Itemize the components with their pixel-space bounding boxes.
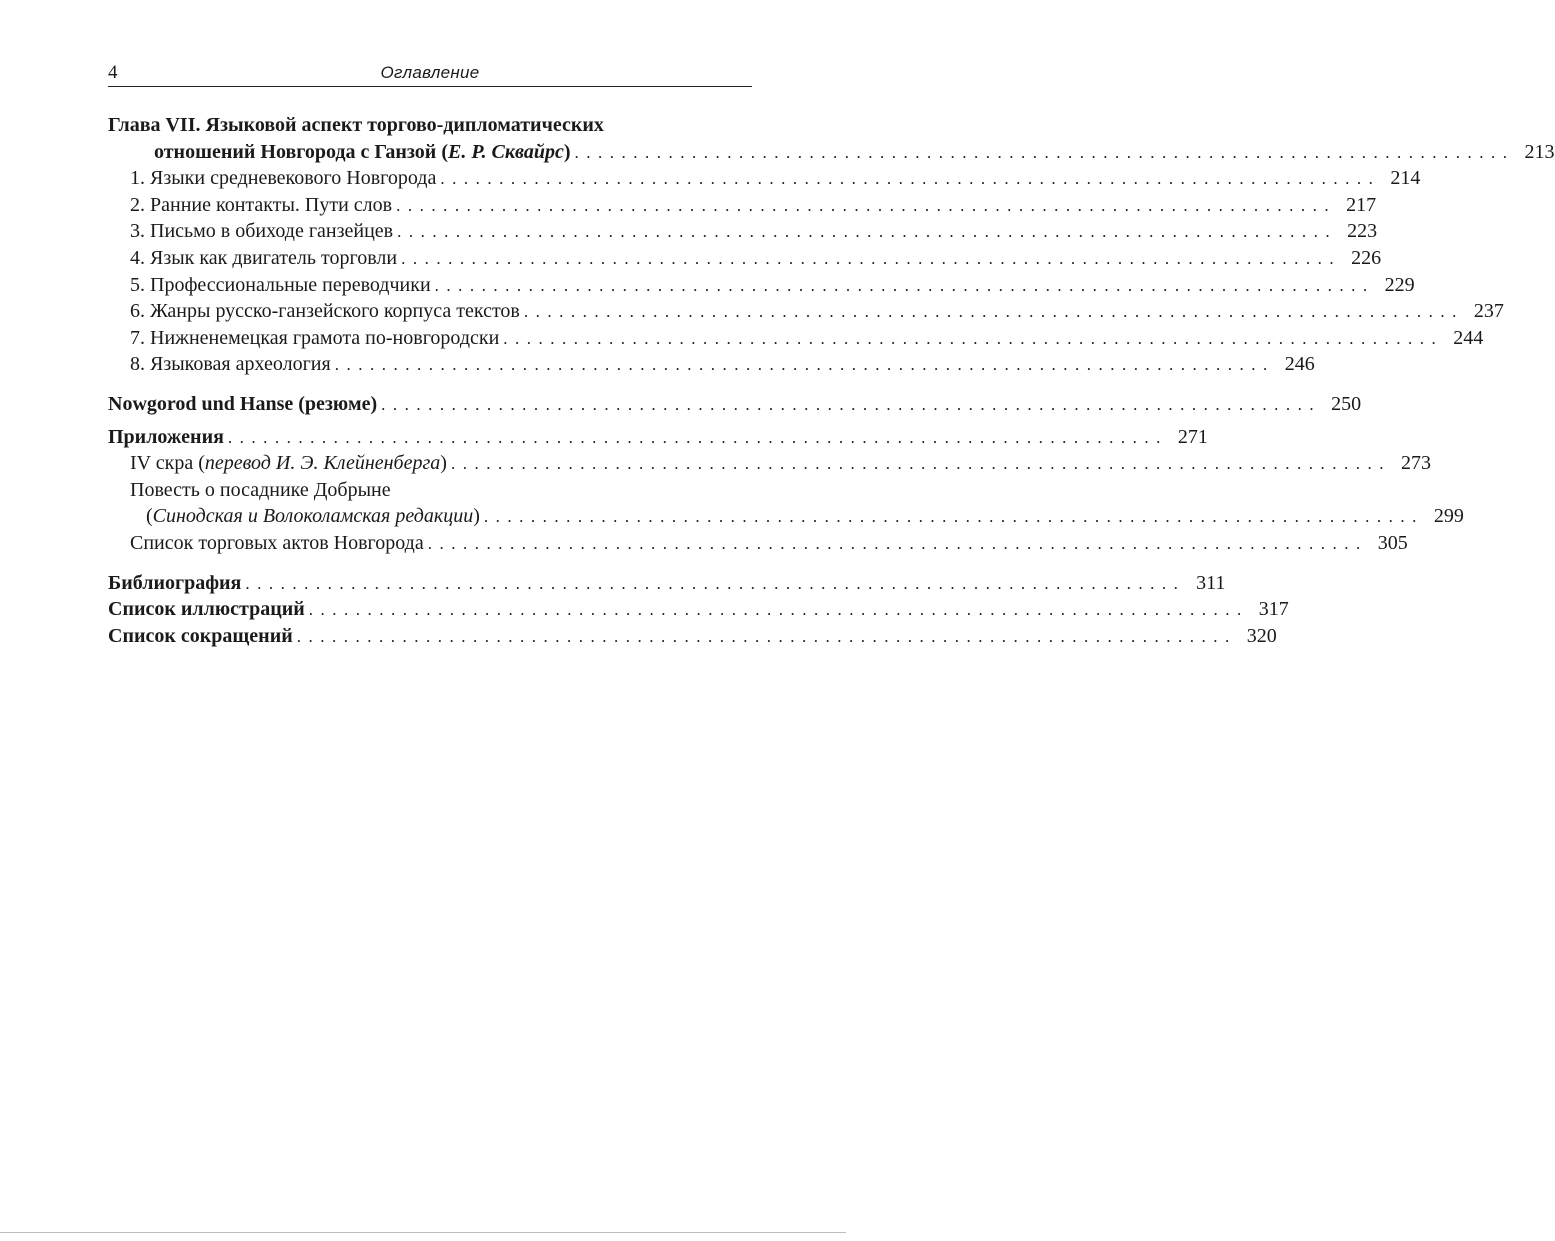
toc-entry-summary[interactable] (108, 391, 1362, 418)
chapter-sections (108, 165, 1504, 378)
dot-leader: ................................................................................ (450, 454, 1391, 474)
entry-title: Библиография (108, 571, 242, 594)
dot-leader: ................................................................................ (227, 427, 1168, 447)
dot-leader: ................................................................................ (440, 169, 1381, 189)
toc-entry-tale[interactable] (108, 503, 1464, 530)
entry-title: 4. Язык как двигатель торговли (130, 246, 398, 269)
toc-entry-section[interactable] (108, 245, 1382, 272)
dot-leader: ................................................................................ (574, 142, 1515, 162)
entry-title: Nowgorod und Hanse (резюме) (108, 392, 378, 415)
toc-entry-bibliography[interactable] (108, 570, 1226, 597)
dot-leader: ................................................................................ (523, 302, 1464, 322)
page-ref: 226 (1351, 246, 1382, 269)
page-number: 4 (108, 62, 118, 83)
entry-title: 5. Профессиональные переводчики (130, 273, 431, 296)
page-ref: 244 (1453, 326, 1484, 349)
entry-title: 8. Языковая археология (130, 353, 331, 376)
toc-entry-acts[interactable] (108, 530, 1408, 557)
dot-leader: ................................................................................ (334, 355, 1275, 375)
toc-entry-section[interactable] (108, 192, 1377, 219)
entry-title: 1. Языки средневекового Новгорода (130, 167, 437, 190)
entry-title: Список иллюстраций (108, 598, 305, 621)
dot-leader: ................................................................................ (296, 626, 1237, 646)
chapter-title-continuation: отношений Новгорода с Ганзой (Е. Р. Сквайрс) (154, 140, 571, 163)
entry-title: IV скра (перевод И. Э. Клейненберга) (130, 452, 447, 475)
dot-leader: ................................................................................ (483, 507, 1424, 527)
dot-leader: ................................................................................ (503, 328, 1444, 348)
toc-entry-skra[interactable] (108, 450, 1431, 477)
page-ref: 271 (1177, 425, 1208, 448)
page-ref: 223 (1347, 220, 1378, 243)
dot-leader: ................................................................................ (381, 394, 1322, 414)
page-ref: 229 (1384, 273, 1415, 296)
toc-entry-chapter[interactable] (108, 139, 1555, 166)
dot-leader: ................................................................................ (427, 533, 1368, 553)
page-ref: 317 (1258, 598, 1289, 621)
toc-entry-section[interactable] (108, 165, 1421, 192)
page-ref: 217 (1346, 193, 1377, 216)
entry-title: 7. Нижненемецкая грамота по-новгородски (130, 326, 500, 349)
entry-title: Приложения (108, 425, 224, 448)
chapter-author: Е. Р. Сквайрс (448, 140, 564, 163)
running-title: Оглавление (380, 63, 480, 82)
dot-leader: ................................................................................ (245, 573, 1186, 593)
page-ref: 214 (1390, 167, 1421, 190)
page-ref: 237 (1473, 300, 1504, 323)
entry-title-continuation: (Синодская и Волоколамская редакции) (146, 505, 480, 528)
entry-title: Список сокращений (108, 624, 293, 647)
entry-title: 6. Жанры русско-ганзейского корпуса текстов (130, 300, 520, 323)
page-ref: 299 (1433, 505, 1464, 528)
page-ref: 273 (1400, 452, 1431, 475)
chapter-heading-line (108, 112, 752, 139)
page-ref: 213 (1524, 140, 1555, 163)
page-ref: 246 (1284, 353, 1315, 376)
entry-title: Повесть о посаднике Добрыне (130, 478, 391, 501)
page-ref: 311 (1196, 571, 1226, 594)
dot-leader: ................................................................................ (434, 275, 1375, 295)
toc-entry-illustrations[interactable] (108, 596, 1289, 623)
chapter-title: Глава VII. Языковой аспект торгово-дипломатических (108, 114, 604, 136)
toc-entry-section[interactable] (108, 272, 1415, 299)
page-ref: 250 (1331, 392, 1362, 415)
dot-leader: ................................................................................ (401, 248, 1342, 268)
running-header (108, 60, 752, 87)
dot-leader: ................................................................................ (396, 195, 1337, 215)
page-bottom-edge (0, 1232, 846, 1233)
toc-entry-section[interactable] (108, 351, 1315, 378)
entry-title: Список торговых актов Новгорода (130, 531, 424, 554)
toc-entry-section[interactable] (108, 218, 1378, 245)
page-ref: 320 (1246, 624, 1277, 647)
page-ref: 305 (1377, 531, 1408, 554)
table-of-contents (108, 112, 1555, 649)
entry-title: 3. Письмо в обиходе ганзейцев (130, 220, 394, 243)
toc-entry-abbreviations[interactable] (108, 623, 1277, 650)
toc-entry-tale-heading (108, 477, 752, 504)
entry-title: 2. Ранние контакты. Пути слов (130, 193, 393, 216)
toc-entry-section[interactable] (108, 325, 1484, 352)
dot-leader: ................................................................................ (397, 222, 1338, 242)
toc-entry-section[interactable] (108, 298, 1504, 325)
dot-leader: ................................................................................ (308, 600, 1249, 620)
toc-entry-appendices[interactable] (108, 424, 1208, 451)
